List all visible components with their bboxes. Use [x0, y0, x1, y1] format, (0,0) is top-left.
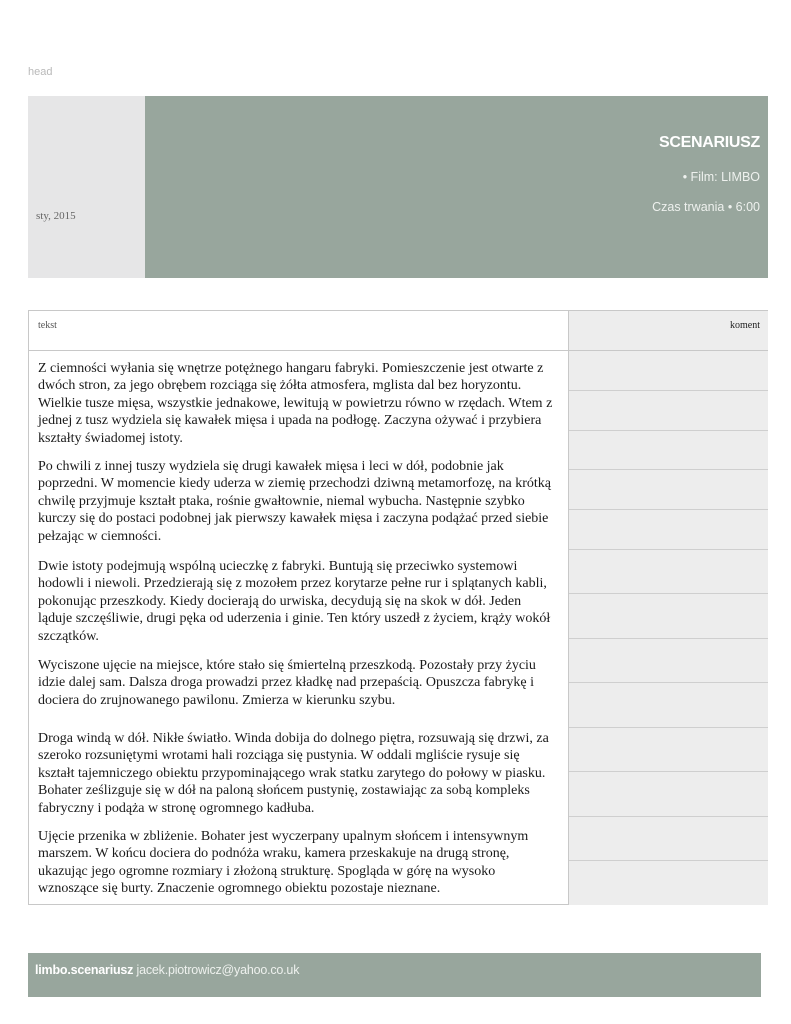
script-paragraph: Dwie istoty podejmują wspólną ucieczkę z fabryki. Buntują się przeciwko systemowi hodowli i niewoli. Przedzierają się z mozołem przez korytarze pełne rur i splątanych kabli, pokonując przeszkody. Kiedy docierają do urwiska, decydują się na skok w dół. Jeden ląduje szczęśliwie, drugi pęka od uderzenia i ginie. Ten który uszedł z życiem, krąży wokół szczątków. [38, 559, 551, 644]
column-header-text-label: tekst [38, 320, 57, 331]
script-paragraph: Po chwili z innej tuszy wydziela się drugi kawałek mięsa i leci w dół, podobnie jak poprzedni. W momencie kiedy uderza w ziemię przechodzi dziwną metamorfozę, na krótką chwilę przyjmuje kształt ptaka, rośnie gwałtownie, niemal wybucha. Następnie szybko kurczy się do postaci podobnej jak pierwszy kawałek mięsa i zaczyna podążać przed siebie pełzając w ciemności. [38, 459, 551, 544]
footer-brand: limbo.scenariusz [35, 963, 134, 977]
comment-cell[interactable] [569, 594, 768, 639]
script-paragraph: Z ciemności wyłania się wnętrze potężnego hangaru fabryki. Pomieszczenie jest otwarte z dwóch stron, za jego obrębem rozciąga się żółta atmosfera, mglista dal bez horyzontu. Wielkie tusze mięsa, wszystkie jednakowe, lewitują w powietrzu równo w rzędach. Wtem z jednej z tusz wydziela się kawałek mięsa i upada na podłogę. Zaczyna ożywać i przybiera kształty świadomej istoty. [38, 361, 553, 446]
comment-cell[interactable] [569, 683, 768, 728]
document-date: sty, 2015 [36, 210, 76, 222]
comment-cell[interactable] [569, 817, 768, 861]
comment-cell[interactable] [569, 431, 768, 470]
comment-cell[interactable] [569, 510, 768, 550]
comment-cell[interactable] [569, 351, 768, 391]
footer-email[interactable]: jacek.piotrowicz@yahoo.co.uk [136, 963, 300, 977]
document-title: SCENARIUSZ [658, 134, 760, 151]
comment-cell[interactable] [569, 470, 768, 510]
header-date-panel [28, 96, 145, 278]
comment-cell[interactable] [569, 639, 768, 683]
comment-cell[interactable] [569, 391, 768, 431]
footer-text [35, 963, 299, 977]
column-header-text [29, 311, 569, 351]
comment-column [569, 351, 768, 905]
footer-bar [28, 953, 761, 997]
script-text-column [29, 351, 569, 905]
header-title-panel [145, 96, 768, 278]
film-duration: Czas trwania • 6:00 [652, 200, 760, 214]
comment-cell[interactable] [569, 728, 768, 772]
column-header-comment [569, 311, 768, 351]
film-name: • Film: LIMBO [682, 170, 760, 184]
comment-cell[interactable] [569, 550, 768, 594]
script-paragraph: Ujęcie przenika w zbliżenie. Bohater jest wyczerpany upalnym słońcem i intensywnym marszem. W końcu dociera do podnóża wraku, kamera przeskakuje na drugą stronę, ukazując jego ogromne rozmiary i złożoną strukturę. Spogląda w górę na wysoko wznoszące się burty. Znaczenie ogromnego obiektu pozostaje nieznane. [38, 829, 529, 897]
script-table [28, 310, 768, 905]
comment-cell[interactable] [569, 861, 768, 905]
column-header-comment-label: koment [730, 320, 760, 331]
script-paragraph: Droga windą w dół. Nikłe światło. Winda dobija do dolnego piętra, rozsuwają się drzwi, za szeroko rozsuniętymi wrotami hali rozciąga się pustynia. W oddali mgliście rysuje się kształt tajemniczego obiektu przypominającego wrak statku zarytego do połowy w piasku. Bohater ześlizguje się w dół na paloną słońcem pustynię, zostawiając za sobą kompleks fabryczny i podąża w stronę ogromnego kadłuba. [38, 731, 549, 816]
head-label: head [28, 66, 53, 78]
comment-cell[interactable] [569, 772, 768, 817]
script-paragraph: Wyciszone ujęcie na miejsce, które stało się śmiertelną przeszkodą. Pozostały przy życiu idzie dalej sam. Dalsza droga prowadzi przez kładkę nad przepaścią. Opuszcza fabrykę i dociera do zrujnowanego pawilonu. Zmierza w kierunku szybu. [38, 658, 536, 708]
header-band [28, 96, 768, 278]
